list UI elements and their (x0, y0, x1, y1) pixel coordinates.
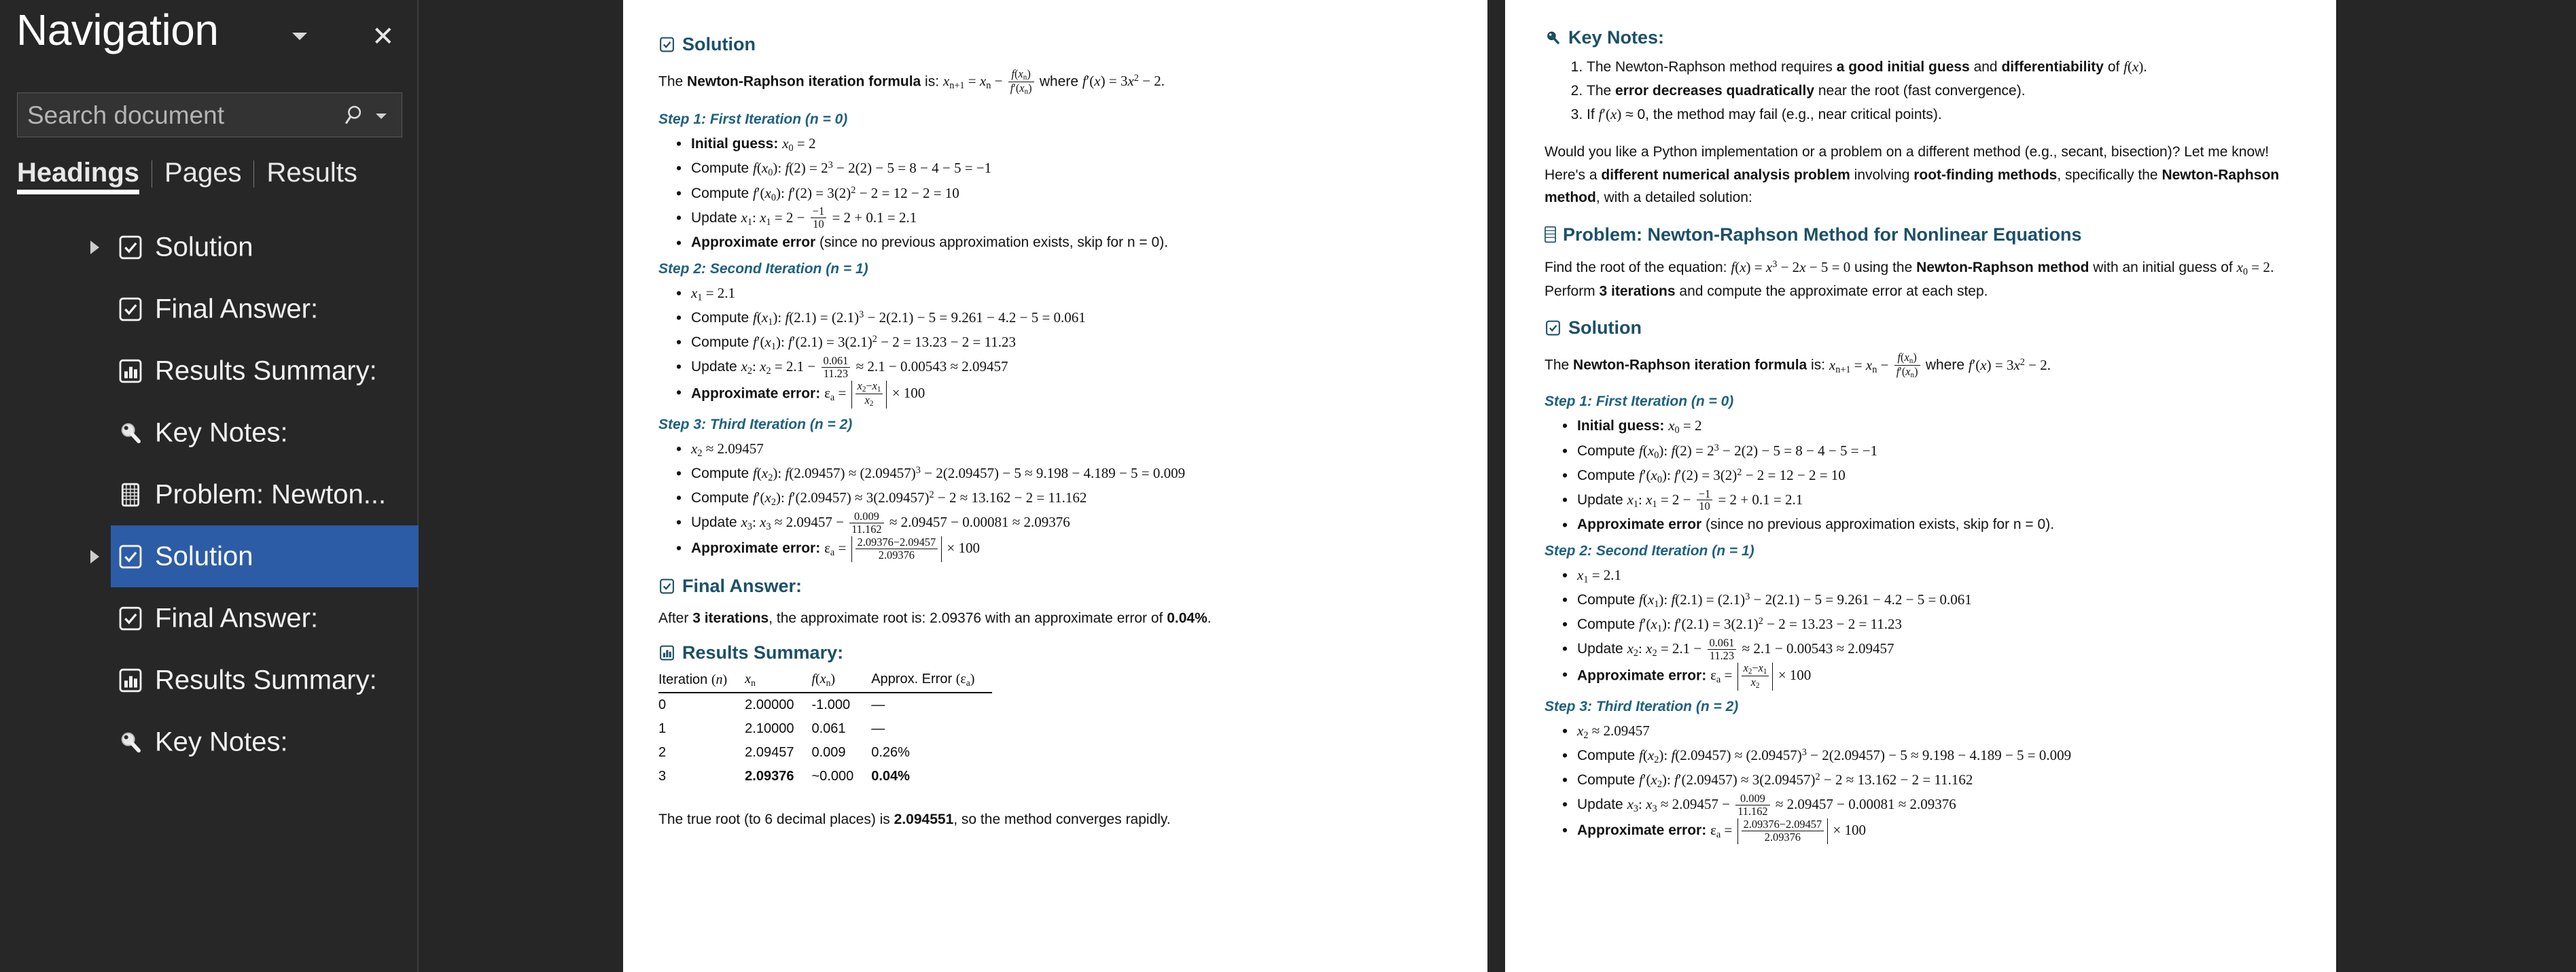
tab-headings[interactable] (17, 156, 152, 189)
table-col-fxn: $f(x_n)$ (811, 670, 871, 693)
tab-active-underline (17, 190, 139, 194)
step-1-heading-2: Step 1: First Iteration (n = 0) (1545, 394, 1734, 410)
search-icon[interactable] (343, 103, 369, 132)
true-root-a: The true root (to 6 decimal places) is (658, 811, 894, 827)
heading-solution (658, 34, 1449, 55)
list-item: • Approximate error: $\varepsilon_a$ = $\frac{2.09376-2.09457}{2.09376}$ × 100 (1545, 818, 2301, 844)
closing-b: different numerical analysis problem (1601, 167, 1850, 183)
list-item: • Compute $f(x_0)$: $f(2) = 2^3 - 2(2) - 5 = 8 - 4 - 5 = -1$ (1545, 439, 2301, 464)
approx-error-label: Approximate error (691, 234, 816, 250)
list-item: • Compute $f(x_0)$: $f(2) = 2^3 - 2(2) - 5 = 8 - 4 - 5 = -1$ (658, 156, 1449, 181)
heading-solution-2-label: Solution (1568, 317, 1642, 339)
heading-item-label: Key Notes: (155, 727, 288, 757)
key-note-3-a: If (1587, 107, 1599, 123)
approx-error-label: Approximate error (1577, 517, 1702, 533)
expand-triangle-icon[interactable] (90, 550, 99, 563)
checkbox-checked-icon (1545, 319, 1562, 336)
formula-intro-bold-2: Newton-Raphson iteration formula (1573, 357, 1807, 373)
checkbox-checked-icon (117, 296, 144, 323)
formula-intro-bold: Newton-Raphson iteration formula (687, 73, 921, 90)
magnifier-icon (1545, 29, 1562, 46)
list-item: • Update $x_2$: $x_2 = 2.1$ − $\frac{0.061}{11.23}$ ≈ 2.1 − 0.00543 ≈ 2.09457 (1545, 637, 2301, 662)
heading-solution-label: Solution (682, 34, 756, 54)
key-note-2-a: The (1587, 82, 1616, 99)
key-note-2-b: error decreases quadratically (1615, 82, 1815, 99)
heading-item-results-summary[interactable] (0, 340, 419, 402)
heading-problem-label: Problem: Newton-Raphson Method for Nonlinear Equations (1563, 224, 2082, 245)
list-item: • Compute $f'(x_2)$: $f'(2.09457) \approx 3(2.09457)^2 - 2 \approx 13.162 - 2 = 11.162$ (1545, 768, 2301, 793)
table-cell: 0.26% (871, 744, 910, 760)
table-col-xn: $x_n$ (745, 670, 811, 693)
heading-item-label: Final Answer: (155, 603, 319, 633)
list-item: • Approximate error: $\varepsilon_a$ = $\frac{x_2-x_1}{x_2}$ × 100 (1545, 663, 2301, 691)
list-item: • Update $x_1$: $x_1 = 2$ − $\frac{-1}{10}$ = 2 + 0.1 = 2.1 (658, 206, 1449, 231)
heading-item-label: Results Summary: (155, 665, 377, 695)
tab-pages-label: Pages (164, 158, 242, 188)
list-item: • Update $x_1$: $x_1 = 2$ − $\frac{-1}{10}$ = 2 + 0.1 = 2.1 (1545, 488, 2301, 513)
headings-list (0, 216, 419, 773)
list-item: • Initial guess: $x_0 = 2$ (658, 132, 1449, 156)
key-note-1-b: a good initial guess (1836, 59, 1970, 75)
expand-triangle-icon[interactable] (90, 241, 99, 254)
list-item (1545, 513, 2301, 536)
search-box[interactable] (17, 92, 402, 137)
approx-error-skip-note: (since no previous approximation exists, skip for n = 0). (815, 234, 1169, 250)
table-cell: 0.009 (811, 744, 846, 760)
document-page-1 (623, 0, 1487, 972)
problem-method: Newton-Raphson method (1916, 259, 2089, 275)
list-item: • Compute $f'(x_0)$: $f'(2) = 3(2)^2 - 2 = 12 - 2 = 10$ (658, 181, 1449, 206)
table-row (658, 717, 992, 741)
checkbox-checked-icon (117, 605, 144, 632)
list-item: • Compute $f'(x_1)$: $f'(2.1) = 3(2.1)^2 - 2 = 13.23 - 2 = 11.23$ (658, 330, 1449, 355)
heading-item-final-answer[interactable] (0, 587, 419, 649)
magnifier-icon (117, 729, 144, 756)
key-note-1-c: and (1969, 59, 2002, 75)
step-1-heading: Step 1: First Iteration (n = 0) (658, 111, 848, 128)
table-col-iteration: Iteration (n) (658, 670, 745, 693)
true-root-c: , so the method converges rapidly. (953, 811, 1171, 827)
approx-error-label: Approximate error: (1577, 822, 1707, 838)
heading-item-label: Problem: Newton... (155, 479, 387, 509)
heading-item-solution[interactable] (111, 525, 419, 587)
final-answer-c: , the approximate root is: 2.09376 with an approximate error of (769, 610, 1167, 626)
list-item: • Initial guess: $x_0 = 2$ (1545, 414, 2301, 438)
closing-a: Would you like a Python implementation or a problem on a different method (e.g., secant, bisection)? Let me know! Here's a (1545, 143, 2270, 183)
step-3-bullets (658, 437, 1449, 562)
chevron-down-icon[interactable] (376, 114, 387, 119)
bar-chart-icon (658, 644, 675, 661)
list-item: • Compute $f(x_2)$: $f(2.09457) \approx (2.09457)^3 - 2(2.09457) - 5 \approx 9.198 - 4.189 - 5 = 0.009$ (658, 462, 1449, 486)
approx-error-label: Approximate error: (691, 540, 821, 556)
abacus-icon (1545, 226, 1556, 243)
key-note-2-c: near the root (fast convergence). (1814, 82, 2026, 99)
table-cell: 0 (658, 697, 667, 712)
abacus-icon (117, 481, 144, 508)
checkbox-checked-icon (658, 36, 675, 53)
list-item: • Compute $f(x_1)$: $f(2.1) = (2.1)^3 - 2(2.1) - 5 = 9.261 - 4.2 - 5 = 0.061$ (1545, 588, 2301, 612)
heading-solution-2 (1545, 317, 2301, 339)
list-item: • Compute $f(x_2)$: $f(2.09457) \approx (2.09457)^3 - 2(2.09457) - 5 \approx 9.198 - 4.189 - 5 = 0.009$ (1545, 744, 2301, 768)
results-summary-table (658, 670, 992, 788)
heading-problem (1545, 224, 2301, 245)
table-row (658, 765, 992, 788)
magnifier-icon (117, 419, 144, 447)
tab-headings-label: Headings (17, 158, 140, 188)
close-icon[interactable]: ✕ (372, 21, 395, 52)
table-cell: -1.000 (811, 697, 851, 712)
heading-final-answer-label: Final Answer: (682, 575, 802, 596)
list-item: • $x_2 \approx 2.09457$ (1545, 719, 2301, 744)
step-2-heading: Step 2: Second Iteration (n = 1) (658, 260, 868, 277)
bar-chart-icon (117, 358, 144, 385)
formula-intro-paragraph-2: The Newton-Raphson iteration formula is: $x_{n+1} = x_n$ − $\frac{f(x_n)}{f'(x_n)}$ where $f'(x) = 3x^2 - 2$. (1545, 350, 2051, 380)
approx-error-skip-note: (since no previous approximation exists, skip for n = 0). (1701, 517, 2055, 533)
problem-b: using the (1850, 259, 1917, 275)
heading-item-label: Solution (155, 232, 253, 262)
list-item: 3. If f′(x) ≈ 0, the method may fail (e.g., near critical points). (1587, 103, 2301, 127)
search-input[interactable] (27, 101, 333, 131)
list-item: • Compute $f'(x_2)$: $f'(2.09457) \approx 3(2.09457)^2 - 2 \approx 13.162 - 2 = 11.162$ (658, 486, 1449, 510)
list-item: • $x_2 \approx 2.09457$ (658, 437, 1449, 462)
table-cell: — (871, 721, 885, 736)
list-item: 1. The Newton-Raphson method requires a good initial guess and differentiability of f(x). (1587, 55, 2301, 80)
heading-key-notes-label: Key Notes: (1568, 27, 1665, 48)
closing-d: root-finding methods (1913, 167, 2058, 183)
table-cell: 2.09457 (745, 744, 794, 760)
navigation-pane (0, 0, 419, 972)
navigation-title-bar (0, 0, 419, 76)
approx-error-label: Approximate error: (1577, 667, 1707, 684)
heading-item-label: Final Answer: (155, 294, 319, 324)
table-cell: 3 (658, 768, 667, 784)
step-3-bullets-2 (1545, 719, 2301, 844)
closing-e: , specifically the (2057, 167, 2162, 183)
final-answer-a: After (658, 610, 693, 626)
final-answer-paragraph (658, 608, 1449, 629)
list-item: • Update $x_2$: $x_2 = 2.1$ − $\frac{0.061}{11.23}$ ≈ 2.1 − 0.00543 ≈ 2.09457 (658, 355, 1449, 380)
formula-intro-prefix: The (658, 73, 688, 90)
initial-guess-label: Initial guess: (1577, 418, 1665, 434)
true-root-paragraph (658, 809, 1449, 831)
step-3-heading-2: Step 3: Third Iteration (n = 2) (1545, 699, 1739, 715)
heading-results-summary (658, 642, 1449, 663)
list-item (658, 231, 1449, 254)
navigation-tabs (17, 156, 370, 194)
heading-results-summary-label: Results Summary: (682, 642, 844, 663)
table-cell: 2.00000 (745, 697, 794, 712)
approx-error-label: Approximate error: (691, 385, 821, 402)
final-answer-iterations: 3 iterations (692, 610, 769, 626)
formula-intro-paragraph: The Newton-Raphson iteration formula is: $x_{n+1} = x_n$ − $\frac{f(x_n)}{f'(x_n)}$ where $f'(x) = 3x^2 - 2$. (658, 67, 1165, 97)
key-note-1-a: The Newton-Raphson method requires (1587, 59, 1837, 75)
list-item: • Compute $f'(x_1)$: $f'(2.1) = 3(2.1)^2 - 2 = 13.23 - 2 = 11.23$ (1545, 612, 2301, 637)
key-note-1-e: of (2103, 59, 2124, 75)
document-canvas[interactable] (419, 0, 2576, 972)
closing-f: Newton-Raphson method (1545, 167, 2280, 206)
table-cell: ~0.000 (811, 768, 854, 784)
problem-e: . Perform (1545, 259, 2274, 299)
list-item: • $x_1 = 2.1$ (1545, 563, 2301, 588)
heading-item-key-notes[interactable] (0, 711, 419, 773)
iteration-formula: $x_{n+1} = x_n$ − $\frac{f(x_n)}{f'(x_n)}$ (943, 73, 1040, 89)
step-1-bullets (658, 132, 1449, 254)
closing-paragraph (1545, 141, 2301, 209)
checkbox-checked-icon (658, 578, 675, 595)
final-answer-error: 0.04% (1167, 610, 1207, 626)
heading-key-notes (1545, 27, 2301, 48)
key-note-1-d: differentiability (2001, 59, 2104, 75)
heading-item-label: Results Summary: (155, 355, 377, 385)
table-cell: 1 (658, 721, 667, 736)
heading-item-results-summary[interactable] (0, 649, 419, 711)
key-note-3-b: ≈ 0, the method may fail (e.g., near critical points). (1621, 107, 1942, 123)
heading-item-key-notes[interactable] (0, 402, 419, 464)
table-header-row (658, 670, 992, 693)
list-item: • Approximate error: $\varepsilon_a$ = $\frac{x_2-x_1}{x_2}$ × 100 (658, 381, 1449, 409)
step-2-bullets (658, 281, 1449, 409)
step-1-bullets-2 (1545, 414, 2301, 536)
key-notes-list (1545, 55, 2301, 127)
navigation-title: Navigation (16, 5, 219, 54)
list-item (1587, 80, 2301, 103)
chevron-down-icon[interactable] (292, 33, 307, 40)
problem-iterations: 3 iterations (1599, 283, 1676, 299)
heading-item-label: Solution (155, 541, 253, 571)
table-cell: 2.10000 (745, 721, 794, 736)
table-cell: 0.061 (811, 721, 846, 736)
tab-results-label: Results (266, 158, 357, 188)
problem-g: and compute the approximate error at each step. (1675, 283, 1988, 299)
table-cell: 0.04% (871, 768, 910, 784)
list-item: • Update $x_3$: $x_3 \approx 2.09457$ − $\frac{0.009}{11.162}$ ≈ 2.09457 − 0.00081 ≈ 2.09376 (1545, 793, 2301, 818)
problem-a: Find the root of the equation: (1545, 259, 1731, 275)
step-3-heading: Step 3: Third Iteration (n = 2) (658, 416, 853, 432)
problem-d: with an initial guess of (2089, 259, 2237, 275)
list-item: • Update $x_3$: $x_3 \approx 2.09457$ − $\frac{0.009}{11.162}$ ≈ 2.09457 − 0.00081 ≈ 2.09376 (658, 510, 1449, 536)
bar-chart-icon (117, 667, 144, 694)
step-2-bullets-2 (1545, 563, 2301, 691)
list-item: • Approximate error: $\varepsilon_a$ = $\frac{2.09376-2.09457}{2.09376}$ × 100 (658, 536, 1449, 562)
initial-guess-label: Initial guess: (691, 136, 779, 152)
table-row (658, 693, 992, 717)
heading-item-label: Key Notes: (155, 417, 288, 447)
final-answer-e: . (1207, 610, 1212, 626)
document-page-2 (1505, 0, 2336, 972)
heading-final-answer (658, 576, 1449, 597)
tab-results[interactable] (254, 156, 369, 189)
list-item: • Compute $f(x_1)$: $f(2.1) = (2.1)^3 - 2(2.1) - 5 = 9.261 - 4.2 - 5 = 0.061$ (658, 306, 1449, 330)
closing-g: , with a detailed solution: (1595, 190, 1752, 206)
table-cell: 2.09376 (745, 768, 794, 784)
list-item: • Compute $f'(x_0)$: $f'(2) = 3(2)^2 - 2 = 12 - 2 = 10$ (1545, 464, 2301, 488)
heading-item-problem-newton[interactable] (0, 464, 419, 525)
checkbox-checked-icon (117, 234, 144, 261)
formula-intro-prefix-2: The (1545, 357, 1574, 373)
table-cell: 2 (658, 744, 667, 760)
tab-pages[interactable] (152, 156, 253, 189)
heading-item-final-answer[interactable] (0, 278, 419, 340)
iteration-formula-2: $x_{n+1} = x_n$ − $\frac{f(x_n)}{f'(x_n)}$ (1829, 357, 1926, 373)
table-row (658, 741, 992, 765)
problem-paragraph: Find the root of the equation: $f(x) = x^3 - 2x - 5 = 0$ using the Newton-Raphson method with an initial guess of $x_0 = 2$. Perform 3 iterations and compute the approximate error at each step. (1545, 258, 2274, 299)
closing-c: involving (1850, 167, 1914, 183)
heading-item-solution[interactable] (0, 216, 419, 278)
formula-intro-suffix-2: is: (1807, 357, 1826, 373)
true-root-value: 2.094551 (894, 811, 954, 827)
list-item: • $x_1 = 2.1$ (658, 281, 1449, 306)
step-2-heading-2: Step 2: Second Iteration (n = 1) (1545, 543, 1754, 559)
checkbox-checked-icon (117, 543, 144, 570)
table-cell: — (871, 697, 885, 712)
table-col-error: Approx. Error $(\varepsilon_a)$ (871, 670, 992, 693)
formula-intro-suffix: is: (921, 73, 940, 90)
